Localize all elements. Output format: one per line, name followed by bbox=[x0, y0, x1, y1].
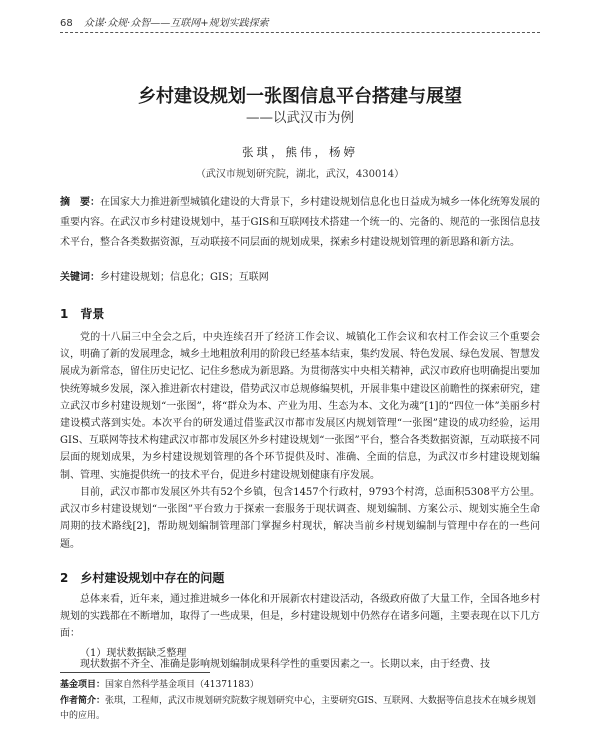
footnote-author-text: 张琪，工程师，武汉市规划研究院数字规划研究中心，主要研究GIS、互联网、大数据等信息技术在城乡规划中的应用。 bbox=[60, 696, 536, 721]
section-2-paragraph-2: 现状数据不齐全、准确是影响规划编制成果科学性的重要因素之一。长期以来，由于经费、技 bbox=[80, 659, 490, 670]
keywords bbox=[60, 268, 540, 283]
footnote-fund-label: 基金项目： bbox=[60, 680, 106, 690]
header-divider bbox=[60, 32, 540, 33]
section-2-title: 乡村建设规划中存在的问题 bbox=[80, 571, 225, 585]
page-number: 68 bbox=[60, 18, 73, 29]
running-header bbox=[60, 14, 540, 28]
footnote-author bbox=[60, 694, 540, 724]
abstract-label: 摘 要： bbox=[60, 197, 100, 208]
footnote-divider bbox=[60, 672, 210, 673]
footnote-author-label: 作者简介： bbox=[60, 696, 106, 706]
abstract bbox=[60, 193, 540, 253]
abstract-text: 在国家大力推进新型城镇化建设的大背景下，乡村建设规划信息化也日益成为城乡一体化统筹发展的重要内容。在武汉市乡村建设规划中，基于GIS和互联网技术搭建一个统一的、完备的、规范的一张图信息技术平台，整合各类数据资源，互动联接不同层面的规划成果，探索乡村建设规划管理的新思路和新方法。 bbox=[60, 197, 540, 248]
keywords-text: 乡村建设规划；信息化；GIS；互联网 bbox=[100, 272, 269, 283]
paper-subtitle: ——以武汉市为例 bbox=[246, 110, 354, 126]
running-title: 众谋·众规·众智——互联网+规划实践探索 bbox=[83, 18, 269, 29]
footnote-fund-text: 国家自然科学基金项目（41371183） bbox=[105, 680, 259, 690]
section-2-number: 2 bbox=[60, 571, 69, 585]
section-1-paragraph-1: 党的十八届三中全会之后，中央连续召开了经济工作会议、城镇化工作会议和农村工作会议三个重要会议，明确了新的发展理念，城乡土地粗放利用的阶段已经基本结束，集约发展、特色发展、绿色发展、智慧发展成为新常态，留住历史记忆、记住乡愁成为新思路。为贯彻落实中央相关精神，武汉市政府也明确提出要加快统筹城乡发展，深入推进新农村建设，借势武汉市总规修编契机，开展非集中建设区前瞻性的探索研究，建立武汉市乡村建设规划“一张图”，将“群众为本、产业为用、生态为本、文化为魂”[1]的“四位一体”美丽乡村建设模式落到实处。本次平台的研发通过借鉴武汉市都市发展区内规划管理“一张图”建设的成功经验，运用GIS、互联网等技术构建武汉市都市发展区外乡村建设规划“一张图”平台，整合各类数据资源，互动联接不同层面的规划成果，为乡村建设规划管理的各个环节提供及时、准确、全面的信息，为武汉市乡村建设规划编制、管理、实施提供统一的技术平台，促进乡村建设规划健康有序发展。 bbox=[60, 332, 540, 481]
section-2-paragraph-1: 总体来看，近年来，通过推进城乡一体化和开展新农村建设活动，各级政府做了大量工作，全国各地乡村规划的实践都在不断增加，取得了一些成果，但是，乡村建设规划中仍然存在诸多问题，主要表现在以下几方面： bbox=[60, 594, 540, 640]
affiliation: （武汉市规划研究院，湖北，武汉，430014） bbox=[195, 169, 405, 180]
section-1-paragraph-2: 目前，武汉市都市发展区外共有52个乡镇，包含1457个行政村，9793个村湾，总面积5308平方公里。武汉市乡村建设规划“一张图”平台致力于探索一套服务于现状调查、规划编制、方案公示、规划实施全生命周期的技术路线[2]，帮助规划编制管理部门掌握乡村现状，解决当前乡村规划编制与管理中存在的一些问题。 bbox=[60, 487, 540, 550]
section-1-heading bbox=[60, 305, 540, 322]
section-2-subheading-1: （1）现状数据缺乏整理 bbox=[80, 648, 187, 659]
section-1-number: 1 bbox=[60, 307, 69, 321]
footnote-fund bbox=[60, 678, 540, 693]
paper-title: 乡村建设规划一张图信息平台搭建与展望 bbox=[138, 86, 462, 107]
section-2-heading bbox=[60, 569, 540, 586]
section-1-title: 背景 bbox=[80, 307, 105, 321]
keywords-label: 关键词： bbox=[60, 272, 100, 283]
authors: 张琪，熊伟，杨婷 bbox=[242, 145, 358, 159]
